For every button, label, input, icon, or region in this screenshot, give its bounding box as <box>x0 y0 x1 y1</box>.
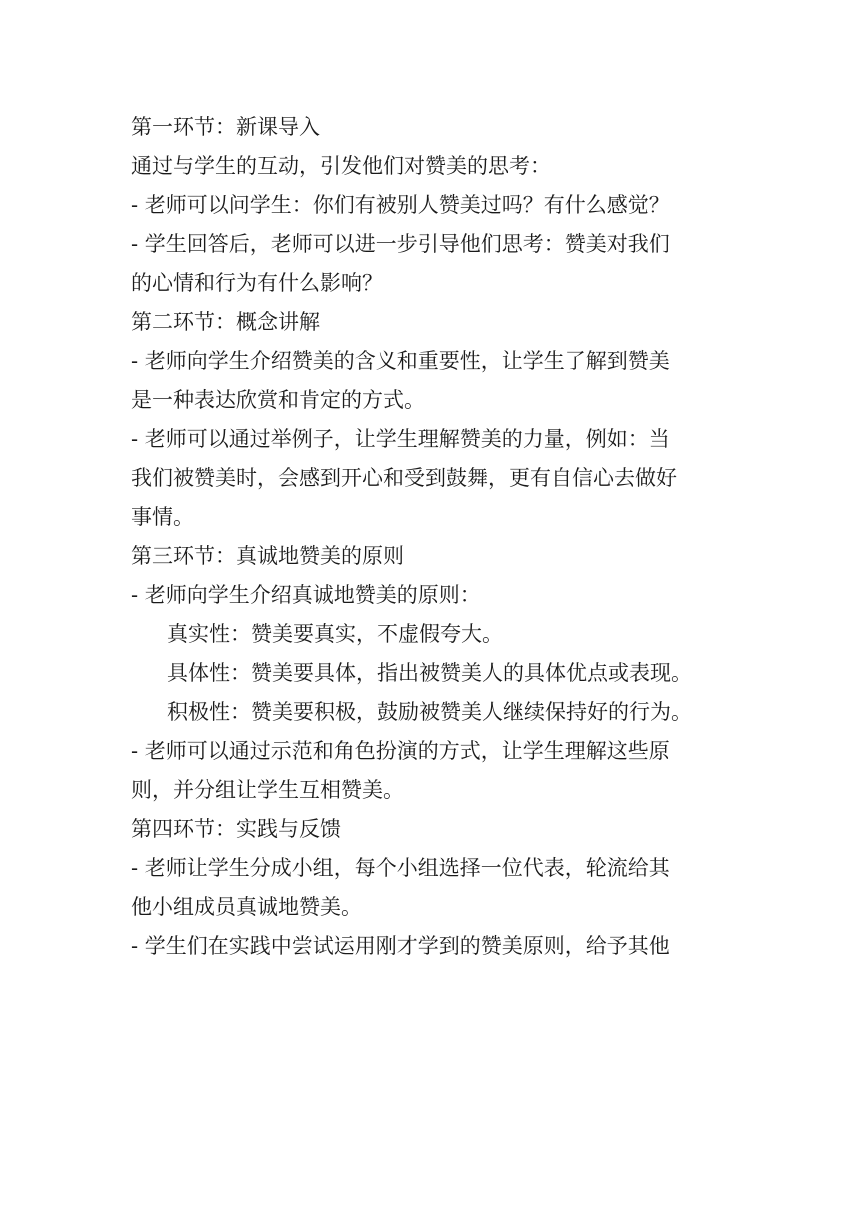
bullet-line: - 老师让学生分成小组，每个小组选择一位代表，轮流给其 <box>131 856 670 880</box>
paragraph-line: 事情。 <box>131 505 194 529</box>
bullet-line: - 老师可以通过示范和角色扮演的方式，让学生理解这些原 <box>131 739 670 763</box>
document-page <box>131 108 731 966</box>
bullet-line: - 学生回答后，老师可以进一步引导他们思考：赞美对我们 <box>131 232 670 256</box>
paragraph-line: 是一种表达欣赏和肯定的方式。 <box>131 388 425 412</box>
principle-specificity: 具体性：赞美要具体，指出被赞美人的具体优点或表现。 <box>167 661 692 685</box>
principle-positivity: 积极性：赞美要积极，鼓励被赞美人继续保持好的行为。 <box>167 700 692 724</box>
section-heading-4: 第四环节：实践与反馈 <box>131 817 341 841</box>
principle-authenticity: 真实性：赞美要真实，不虚假夸大。 <box>167 622 503 646</box>
section-heading-1: 第一环节：新课导入 <box>131 115 320 139</box>
paragraph-line: 我们被赞美时，会感到开心和受到鼓舞，更有自信心去做好 <box>131 466 677 490</box>
bullet-line: - 学生们在实践中尝试运用刚才学到的赞美原则，给予其他 <box>131 934 670 958</box>
bullet-line: - 老师可以问学生：你们有被别人赞美过吗？有什么感觉？ <box>131 193 670 217</box>
bullet-line: - 老师向学生介绍真诚地赞美的原则： <box>131 583 481 607</box>
section-heading-2: 第二环节：概念讲解 <box>131 310 320 334</box>
section-heading-3: 第三环节：真诚地赞美的原则 <box>131 544 404 568</box>
bullet-line: - 老师可以通过举例子，让学生理解赞美的力量，例如：当 <box>131 427 670 451</box>
paragraph-line: 他小组成员真诚地赞美。 <box>131 895 362 919</box>
paragraph-line: 通过与学生的互动，引发他们对赞美的思考： <box>131 154 551 178</box>
paragraph-line: 则，并分组让学生互相赞美。 <box>131 778 404 802</box>
bullet-line: - 老师向学生介绍赞美的含义和重要性，让学生了解到赞美 <box>131 349 670 373</box>
paragraph-line: 的心情和行为有什么影响？ <box>131 271 383 295</box>
